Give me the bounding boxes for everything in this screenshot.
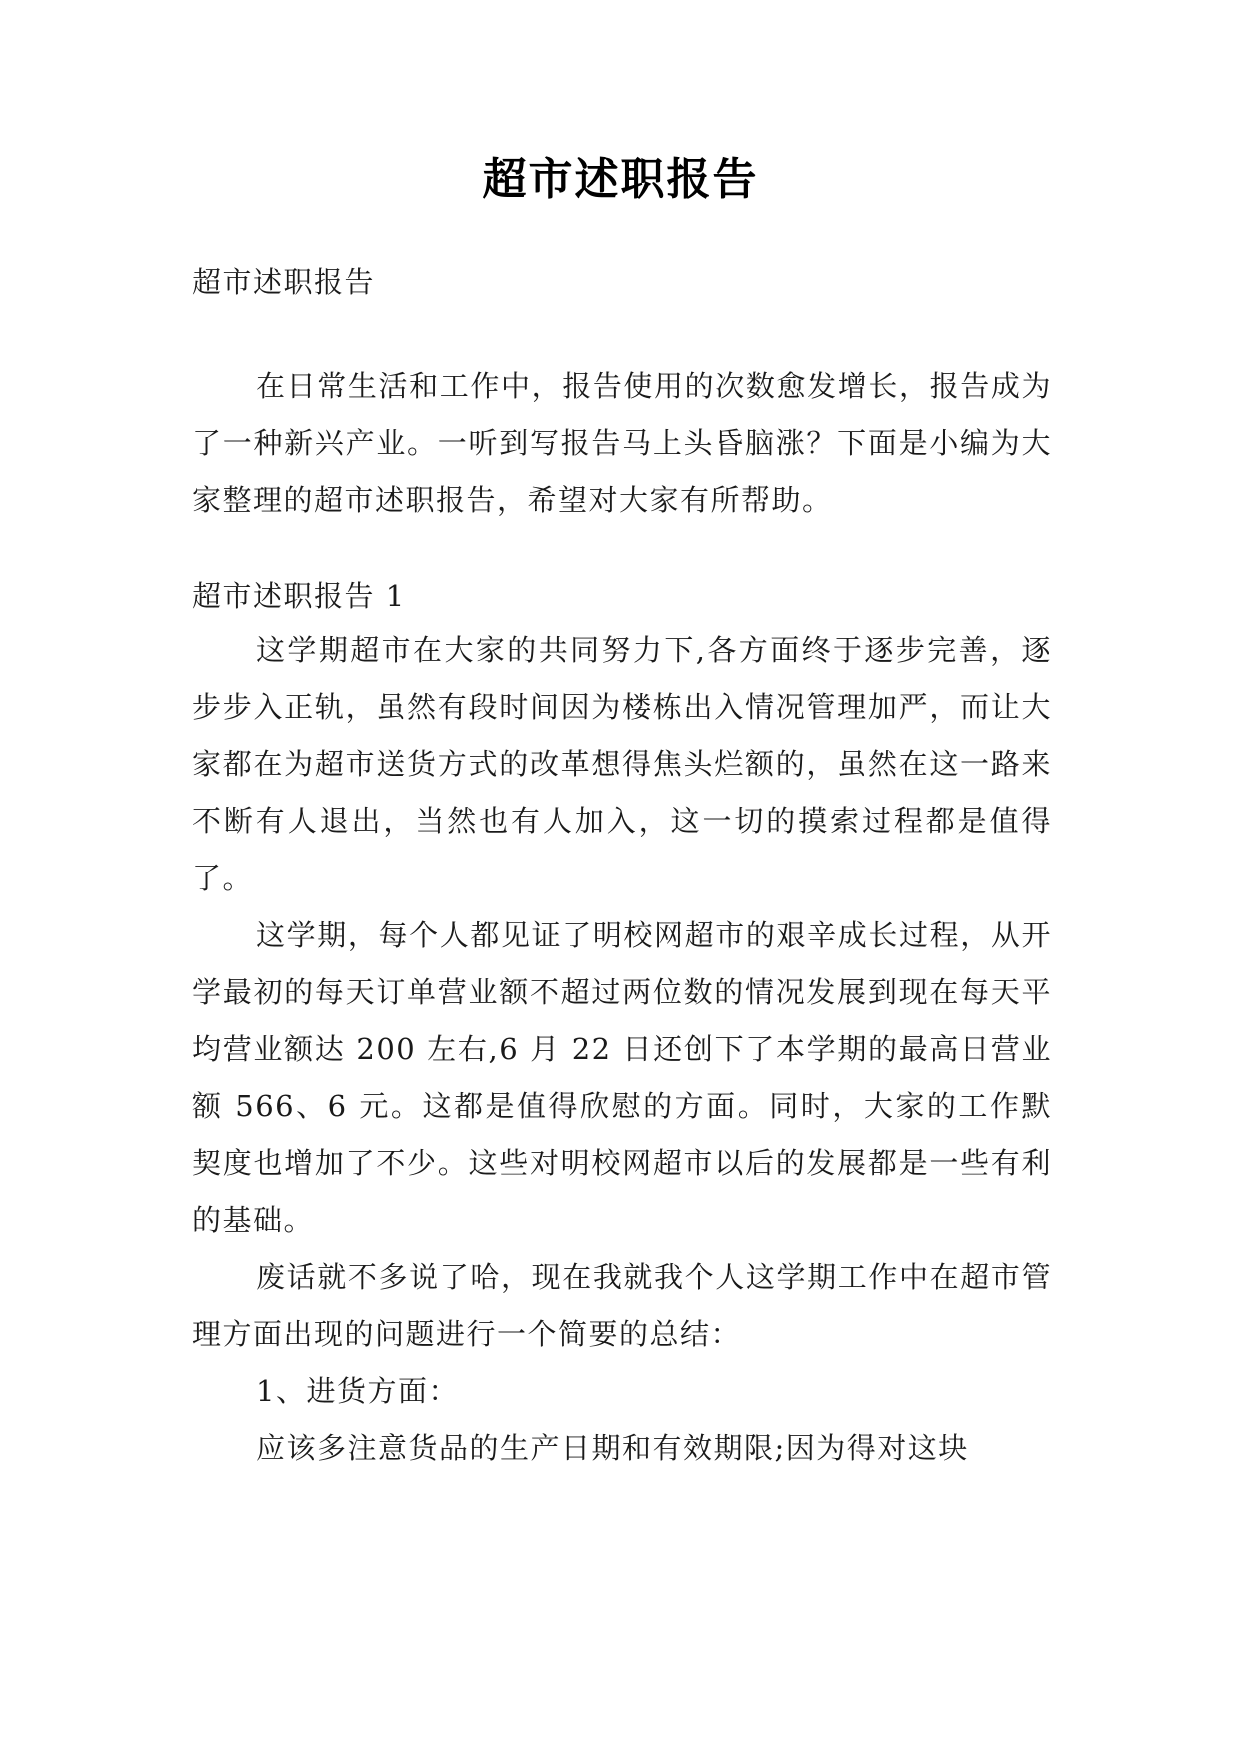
- section-body: [192, 622, 1052, 1477]
- intro-text: 在日常生活和工作中，报告使用的次数愈发增长，报告成为了一种新兴产业。一听到写报告马上头昏脑涨？下面是小编为大家整理的超市述职报告，希望对大家有所帮助。: [192, 369, 1052, 517]
- body-paragraph: 这学期超市在大家的共同努力下,各方面终于逐步完善，逐步步入正轨，虽然有段时间因为楼栋出入情况管理加严，而让大家都在为超市送货方式的改革想得焦头烂额的，虽然在这一路来不断有人退出，当然也有人加入，这一切的摸索过程都是值得了。: [192, 633, 1052, 895]
- section-heading: 超市述职报告 1: [192, 579, 406, 613]
- document-subtitle: 超市述职报告: [192, 265, 376, 299]
- body-paragraph: 废话就不多说了哈，现在我就我个人这学期工作中在超市管理方面出现的问题进行一个简要的总结：: [192, 1260, 1052, 1351]
- body-paragraph: 这学期，每个人都见证了明校网超市的艰辛成长过程，从开学最初的每天订单营业额不超过两位数的情况发展到现在每天平均营业额达 200 左右,6 月 22 日还创下了本学期的最高日营业额 566、6 元。这都是值得欣慰的方面。同时，大家的工作默契度也增加了不少。这些对明校网超市以后的发展都是一些有利的基础。: [192, 918, 1052, 1237]
- body-paragraph: 应该多注意货品的生产日期和有效期限;因为得对这块: [256, 1431, 969, 1465]
- document-title: 超市述职报告: [482, 154, 759, 205]
- list-heading: 1、进货方面：: [256, 1374, 459, 1408]
- intro-paragraph: [192, 358, 1052, 529]
